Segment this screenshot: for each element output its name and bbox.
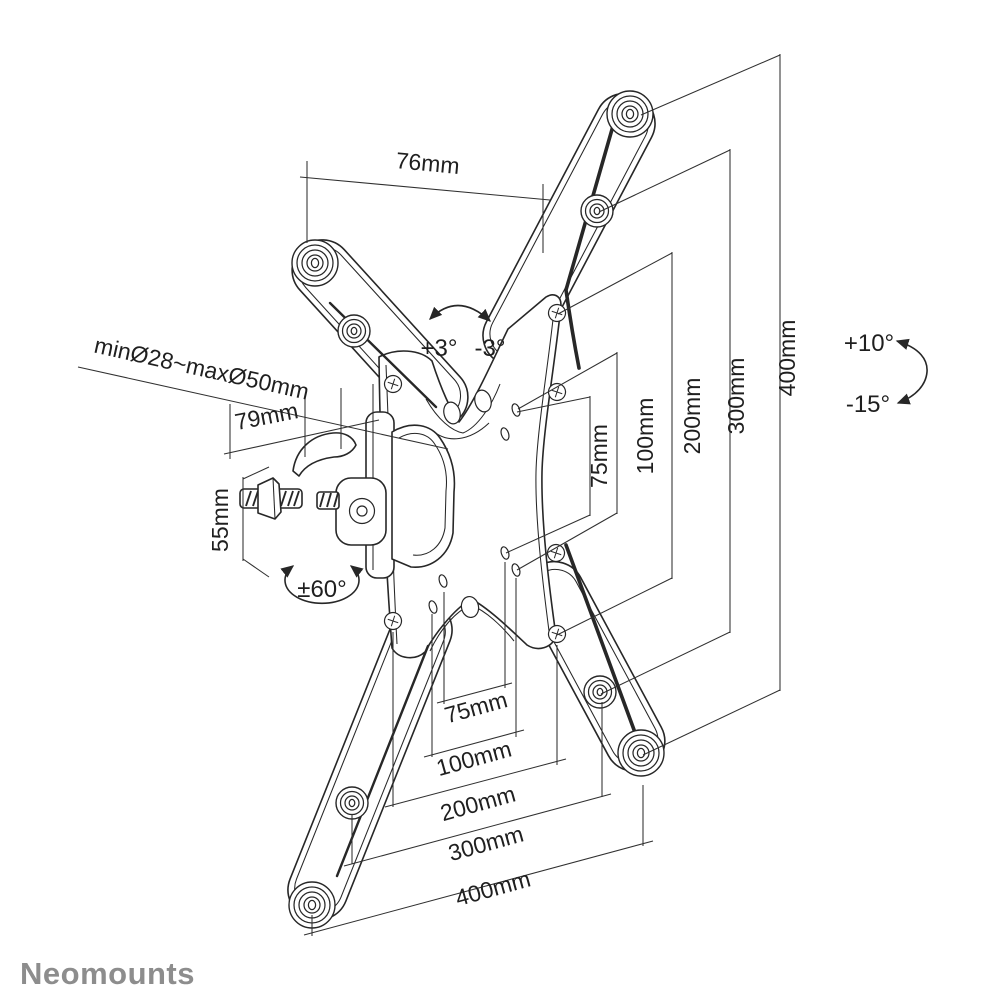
vesa-h-100-label: 100mm — [433, 735, 515, 782]
clamp-height-label: 55mm — [207, 488, 233, 552]
dim-swivel — [285, 566, 359, 603]
swivel-label: ±60° — [297, 576, 347, 603]
rotation-minus-label: -3° — [474, 335, 506, 362]
vesa-h-200-label: 200mm — [437, 780, 519, 827]
vesa-v-200-label: 200mm — [679, 377, 705, 455]
clamp-jaw — [392, 425, 454, 567]
vesa-v-300-label: 300mm — [723, 357, 749, 435]
pipe-clamp-assembly — [240, 412, 454, 578]
depth-label: 79mm — [232, 397, 301, 436]
vesa-h-300-label: 300mm — [445, 820, 527, 867]
clamp-bolt — [240, 478, 339, 519]
pipe-diameter-label: minØ28~maxØ50mm — [91, 331, 312, 405]
vesa-v-400-label: 400mm — [774, 319, 800, 397]
tilt-down-label: -15° — [845, 391, 891, 418]
dim-vesa-vertical-300 — [599, 149, 749, 694]
brand-logo: Neomounts — [20, 956, 195, 991]
vesa-v-100-label: 100mm — [632, 397, 658, 475]
rotation-plus-label: +3° — [420, 335, 458, 362]
dim-top-width — [300, 147, 550, 253]
vesa-v-75-label: 75mm — [586, 424, 612, 488]
dim-tilt — [844, 330, 927, 418]
vesa-h-400-label: 400mm — [452, 865, 534, 912]
dim-vesa-vertical-400 — [641, 54, 800, 755]
tilt-up-label: +10° — [843, 330, 895, 357]
clamp-hook — [293, 433, 356, 476]
top-width-label: 76mm — [394, 147, 461, 179]
vesa-h-75-label: 75mm — [441, 686, 511, 729]
